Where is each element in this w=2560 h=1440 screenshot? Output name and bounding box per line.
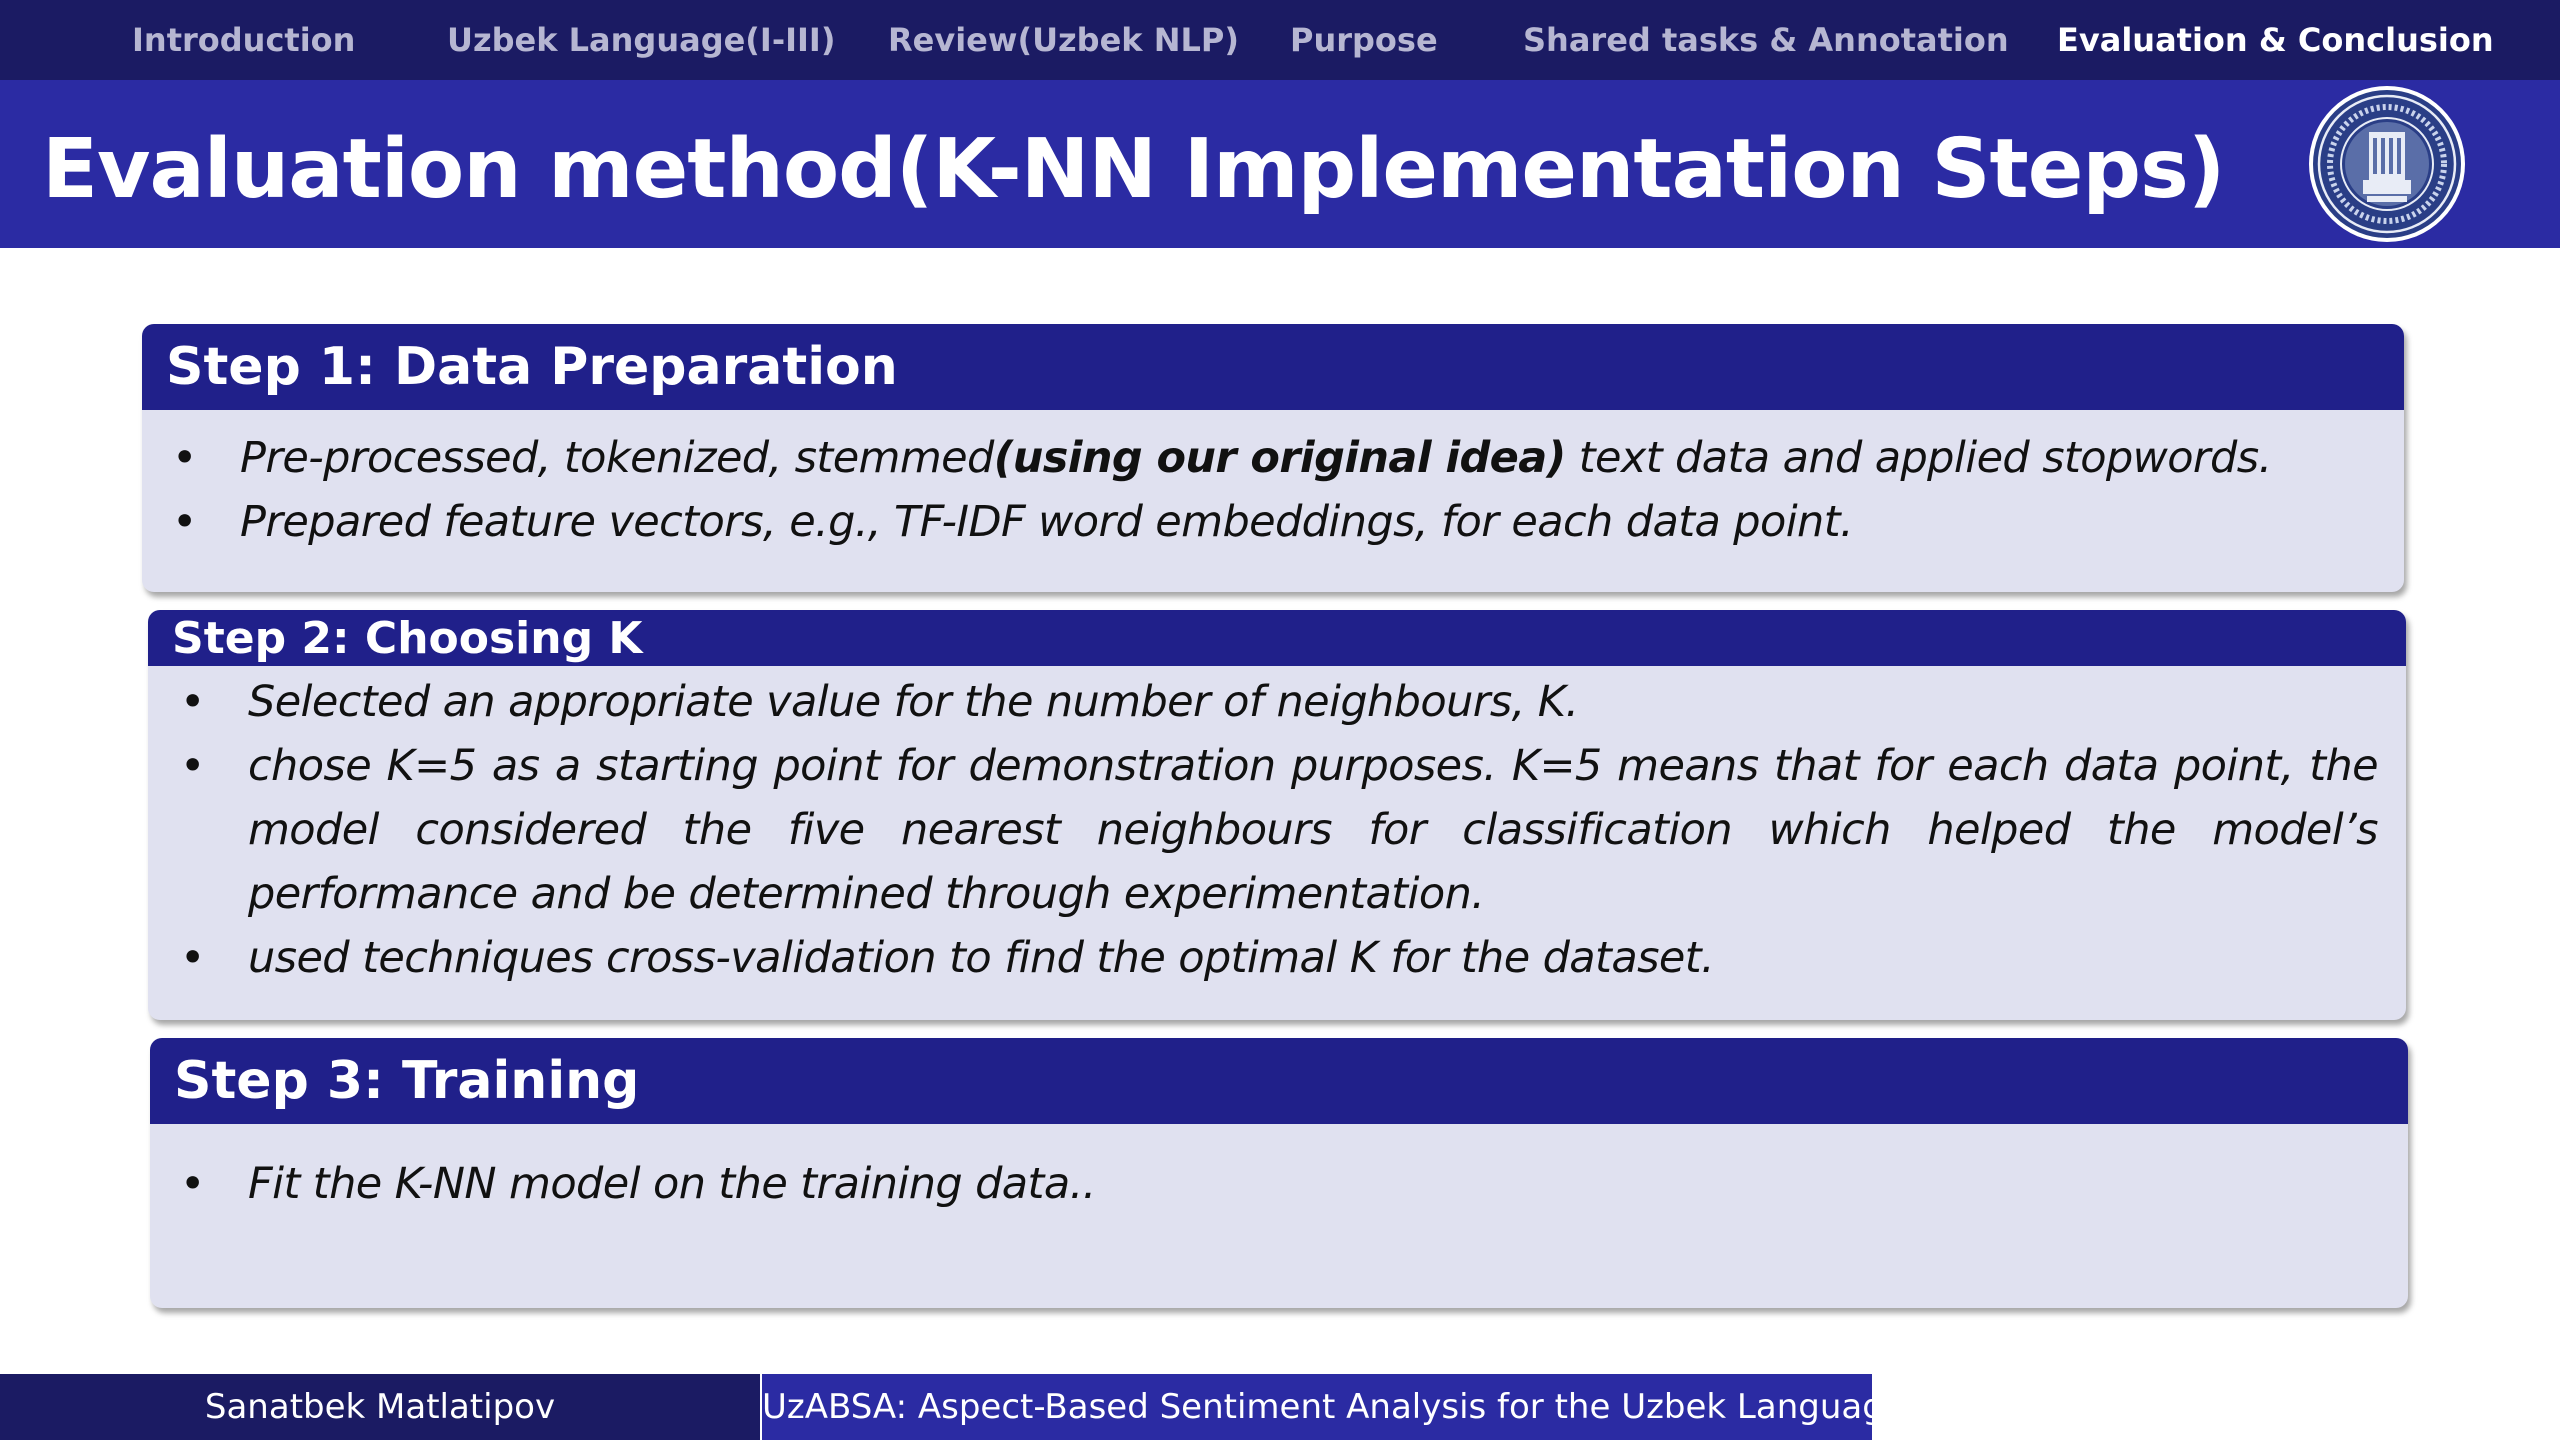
- title-banner: [0, 80, 2560, 248]
- page-title: Evaluation method(K-NN Implementation Steps): [42, 122, 2225, 217]
- bullet-text: Selected an appropriate value for the number of neighbours, K.: [248, 677, 1579, 727]
- step-3-card: [150, 1038, 2408, 1308]
- list-item: [172, 490, 2404, 554]
- nav-item-evaluation-conclusion[interactable]: Evaluation & Conclusion: [2057, 21, 2494, 59]
- bullet-text: Fit the K-NN model on the training data..: [248, 1159, 1096, 1209]
- nav-item-introduction[interactable]: Introduction: [132, 21, 356, 59]
- bullet-text: used techniques cross-validation to find the optimal K for the dataset.: [248, 933, 1715, 983]
- nav-item-uzbek-language[interactable]: Uzbek Language(I-III): [447, 21, 836, 59]
- footer-author: Sanatbek Matlatipov: [0, 1374, 760, 1440]
- bullet-text: Pre-processed, tokenized, stemmed: [240, 433, 994, 483]
- bullet-icon: •: [180, 677, 205, 727]
- list-item: [172, 426, 2404, 490]
- list-item: [180, 926, 2378, 990]
- bullet-icon: •: [172, 433, 197, 483]
- bullet-text: chose K=5 as a starting point for demonstration purposes. K=5 means that for each data point, the model considered the five nearest neighbours for classification which helped the model’s performance and be determined through experimentation.: [248, 741, 2378, 919]
- top-navigation-bar: [0, 0, 2560, 80]
- footer-talk-title: UzABSA: Aspect-Based Sentiment Analysis for the Uzbek Language: [762, 1374, 1872, 1440]
- list-item: [180, 670, 2378, 734]
- step-2-bullet-list: [180, 670, 2378, 990]
- step-2-card: [148, 610, 2406, 1020]
- step-1-bullet-list: [172, 426, 2404, 554]
- nav-item-review[interactable]: Review(Uzbek NLP): [888, 21, 1239, 59]
- step-1-heading: Step 1: Data Preparation: [142, 324, 2404, 410]
- step-3-bullet-list: [180, 1152, 2408, 1216]
- bullet-icon: •: [180, 1159, 205, 1209]
- list-item: [180, 734, 2378, 926]
- bullet-emphasis: (using our original idea): [993, 433, 1566, 483]
- step-2-heading: Step 2: Choosing K: [148, 610, 2406, 666]
- step-1-card: [142, 324, 2404, 592]
- university-seal-icon: [2307, 84, 2467, 244]
- step-3-heading: Step 3: Training: [150, 1038, 2408, 1124]
- nav-item-purpose[interactable]: Purpose: [1290, 21, 1438, 59]
- bullet-icon: •: [180, 741, 205, 791]
- bullet-text: Prepared feature vectors, e.g., TF-IDF word embeddings, for each data point.: [240, 497, 1854, 547]
- bullet-icon: •: [180, 933, 205, 983]
- nav-item-shared-tasks[interactable]: Shared tasks & Annotation: [1523, 21, 2009, 59]
- bullet-text: text data and applied stopwords.: [1565, 433, 2272, 483]
- list-item: [180, 1152, 2408, 1216]
- bullet-icon: •: [172, 497, 197, 547]
